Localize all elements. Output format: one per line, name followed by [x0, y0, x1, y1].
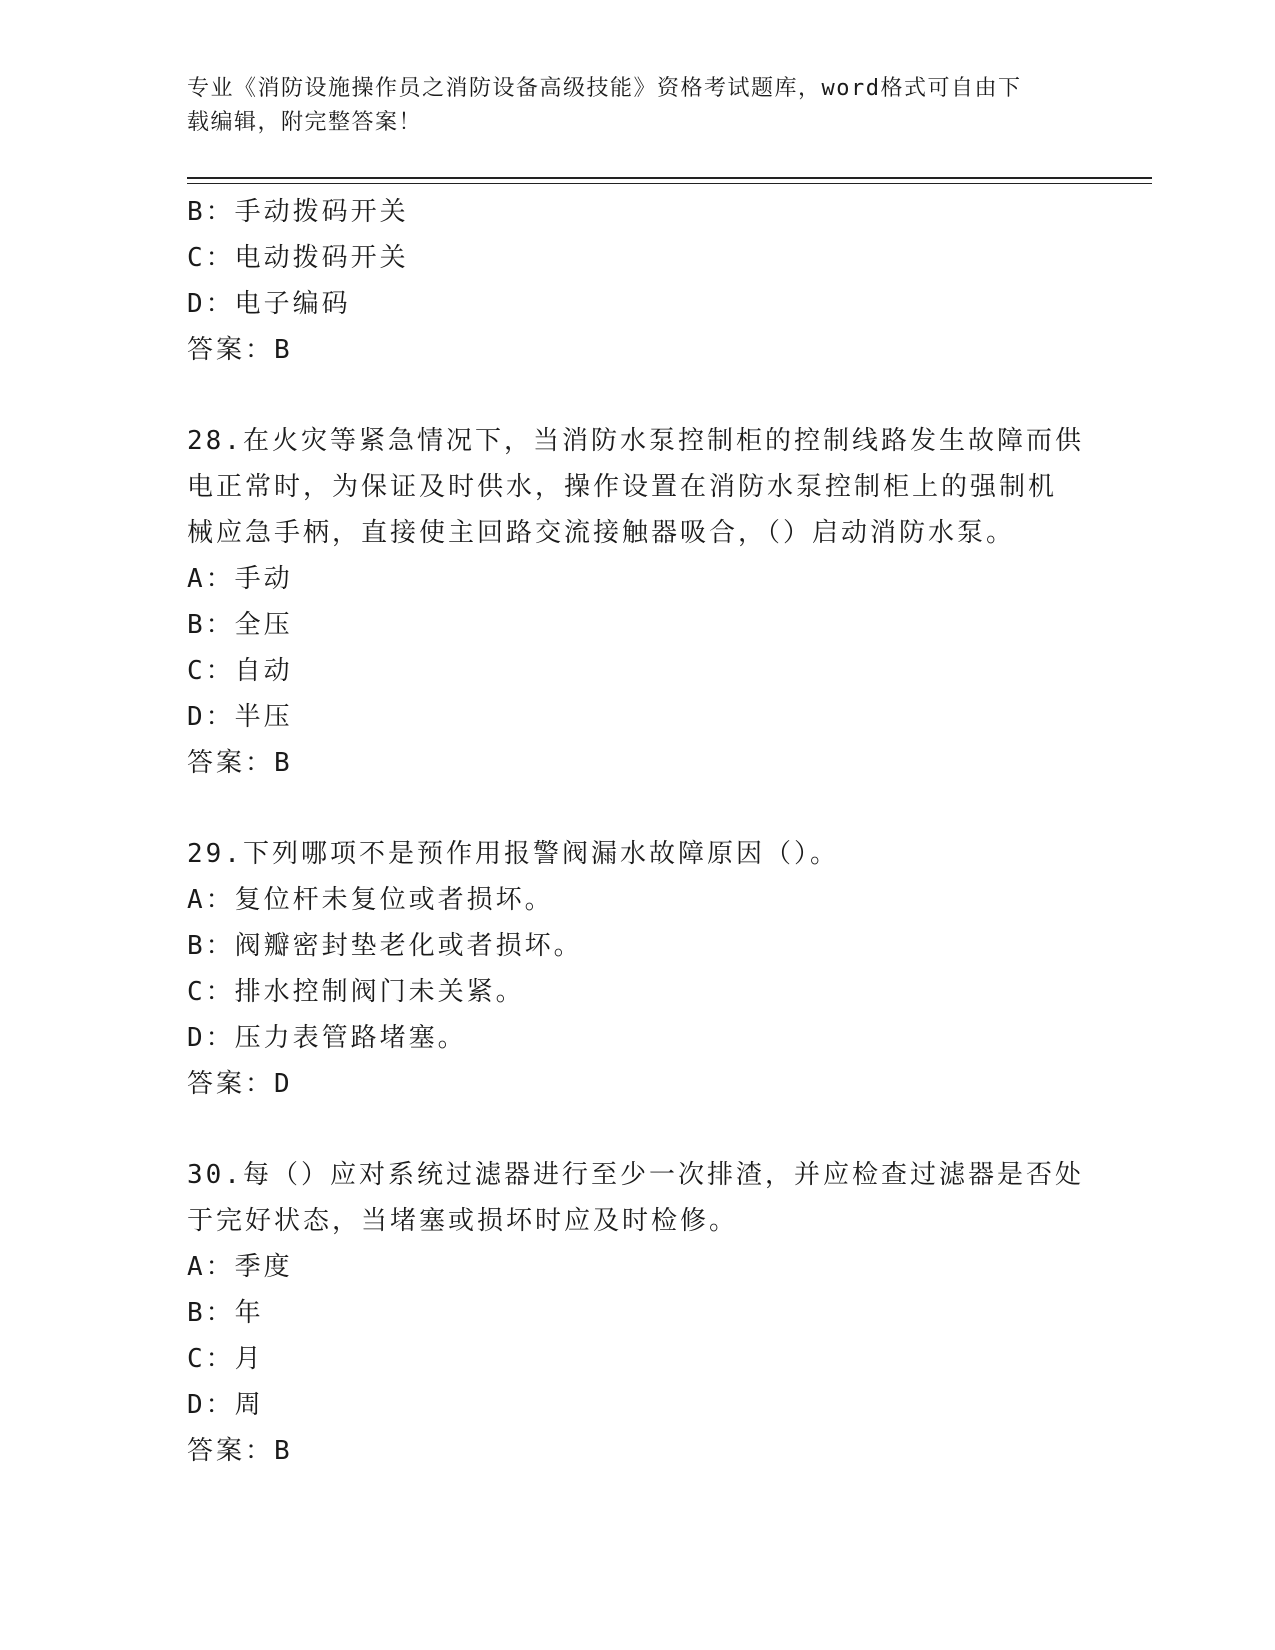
- option-d: D：周: [187, 1390, 264, 1420]
- option-c: C：自动: [187, 656, 293, 686]
- option-a: A：手动: [187, 564, 293, 594]
- answer: 答案：D: [187, 1069, 293, 1099]
- option-c: C：电动拨码开关: [187, 243, 409, 273]
- question-30: [187, 1152, 1087, 1474]
- header-divider-thick: [187, 177, 1152, 179]
- answer: 答案：B: [187, 748, 293, 778]
- document-header: [187, 72, 1067, 140]
- option-b: B：阀瓣密封垫老化或者损坏。: [187, 931, 583, 961]
- question-28: [187, 418, 1087, 786]
- question-27: [187, 189, 1087, 373]
- answer: 答案：B: [187, 1436, 293, 1466]
- header-divider-thin: [187, 183, 1152, 184]
- option-d: D：半压: [187, 702, 293, 732]
- question-stem-line: 29.下列哪项不是预作用报警阀漏水故障原因（）。: [187, 839, 839, 869]
- option-b: B：年: [187, 1298, 264, 1328]
- option-a: A：季度: [187, 1252, 293, 1282]
- option-c: C：月: [187, 1344, 264, 1374]
- question-stem-line: 电正常时，为保证及时供水，操作设置在消防水泵控制柜上的强制机: [187, 472, 1058, 502]
- question-stem-line: 于完好状态，当堵塞或损坏时应及时检修。: [187, 1206, 739, 1236]
- question-stem-line: 28.在火灾等紧急情况下，当消防水泵控制柜的控制线路发生故障而供: [187, 426, 1084, 456]
- option-c: C：排水控制阀门未关紧。: [187, 977, 525, 1007]
- answer: 答案：B: [187, 335, 293, 365]
- option-a: A：复位杆未复位或者损坏。: [187, 885, 554, 915]
- question-content: [187, 189, 1087, 1474]
- option-b: B：手动拨码开关: [187, 197, 409, 227]
- question-29: [187, 831, 1087, 1107]
- option-d: D：压力表管路堵塞。: [187, 1023, 467, 1053]
- question-stem-line: 械应急手柄，直接使主回路交流接触器吸合，（）启动消防水泵。: [187, 518, 1016, 548]
- option-d: D：电子编码: [187, 289, 351, 319]
- header-line-2: 载编辑，附完整答案！: [187, 110, 423, 135]
- option-b: B：全压: [187, 610, 293, 640]
- header-line-1: 专业《消防设施操作员之消防设备高级技能》资格考试题库，word格式可自由下: [187, 76, 1022, 101]
- question-stem-line: 30.每（）应对系统过滤器进行至少一次排渣，并应检查过滤器是否处: [187, 1160, 1084, 1190]
